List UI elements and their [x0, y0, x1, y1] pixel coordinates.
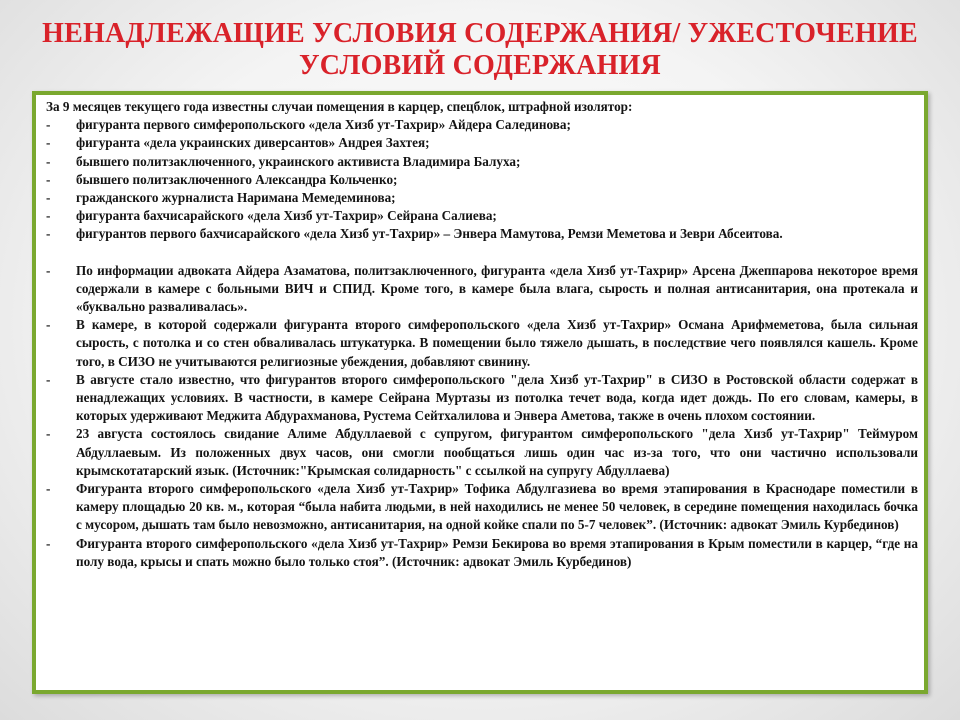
list-item-text: 23 августа состоялось свидание Алиме Абдуллаевой с супругом, фигурантом симферопольского "дела Хизб ут-Тахрир" Теймуром Абдуллаевым. Из положенных двух часов, они смогли пообщаться лишь один час из-за того, что они частично использовали крымскотатарский язык. (Источник:"Крымская солидарность" с ссылкой на супругу Абдуллаева): [76, 426, 918, 478]
list-bullet: -: [46, 135, 51, 151]
list-item-text: В камере, в которой содержали фигуранта второго симферопольского «дела Хизб ут-Тахрир» Османа Арифмеметова, была сильная сырость, с потолка и со стен обваливалась штукатурка. В помещении было тяжело дышать, в последствие чего появлялся кашель. Кроме того, в СИЗО не учитываются религиозные убеждения, добавляют свинину.: [76, 317, 918, 369]
list-bullet: -: [46, 371, 51, 387]
list-bullet: -: [46, 171, 51, 187]
list-item: [46, 116, 918, 134]
list-item-text: фигуранта бахчисарайского «дела Хизб ут-Тахрир» Сейрана Салиева;: [76, 208, 497, 224]
list-item-text: В августе стало известно, что фигурантов второго симферопольского "дела Хизб ут-Тахрир" в СИЗО в Ростовской области содержат в ненадлежащих условиях. В частности, в камере Сейрана Муртазы из потолка течет вода, когда идет дождь. По его словам, камеры, в которых удерживают Меджита Абдурахманова, Рустема Сейтхалилова и Энвера Аметова, также в очень плохом состоянии.: [76, 371, 918, 424]
slide-title-line-2: УСЛОВИЙ СОДЕРЖАНИЯ: [299, 50, 661, 81]
list-item: [46, 153, 918, 171]
list-item-text: бывшего политзаключенного Александра Кольченко;: [76, 171, 398, 187]
list-bullet: -: [46, 190, 51, 206]
list-item-text: Фигуранта второго симферопольского «дела Хизб ут-Тахрир» Ремзи Бекирова во время этапирования в Крым поместили в карцер, “где на полу вода, крысы и спать можно было только стоя”. (Источник: адвокат Эмиль Курбединов): [76, 535, 918, 569]
list-item: [46, 189, 918, 207]
list-item: [46, 480, 918, 535]
list-item-text: фигуранта первого симферопольского «дела Хизб ут-Тахрир» Айдера Салединова;: [76, 117, 571, 133]
list-item: [46, 225, 918, 243]
list-bullet: -: [46, 481, 51, 497]
list-item-text: фигурантов первого бахчисарайского «дела Хизб ут-Тахрир» – Энвера Мамутова, Ремзи Меметова и Зеври Абсеитова.: [76, 226, 783, 242]
list-bullet: -: [46, 535, 51, 551]
list-bullet: -: [46, 153, 51, 169]
list-item: [46, 207, 918, 225]
content-panel: [32, 91, 928, 694]
intro-paragraph: За 9 месяцев текущего года известны случаи помещения в карцер, спецблок, штрафной изолятор:: [46, 99, 633, 114]
slide-title: [20, 18, 940, 82]
conditions-list: [46, 262, 918, 571]
list-item-text: бывшего политзаключенного, украинского активиста Владимира Балуха;: [76, 153, 521, 169]
list-bullet: -: [46, 426, 51, 442]
paragraph-gap: [46, 244, 918, 262]
list-item-text: По информации адвоката Айдера Азаматова, политзаключенного, фигуранта «дела Хизб ут-Тахрир» Арсена Джеппарова некоторое время содержали в камере с больными ВИЧ и СПИД. Кроме того, в камере была влага, сырость и полная антисанитария, она протекала и «буквально разваливалась».: [76, 262, 918, 315]
list-item-text: гражданского журналиста Наримана Мемедеминова;: [76, 190, 396, 206]
list-item-text: фигуранта «дела украинских диверсантов» Андрея Захтея;: [76, 135, 430, 151]
list-item: [46, 316, 918, 371]
slide-title-line-1: НЕНАДЛЕЖАЩИЕ УСЛОВИЯ СОДЕРЖАНИЯ/ УЖЕСТОЧЕНИЕ: [42, 18, 918, 49]
list-item: [46, 171, 918, 189]
list-item: [46, 134, 918, 152]
list-bullet: -: [46, 226, 51, 242]
list-bullet: -: [46, 208, 51, 224]
list-bullet: -: [46, 317, 51, 333]
list-item-text: Фигуранта второго симферопольского «дела Хизб ут-Тахрир» Тофика Абдулгазиева во время этапирования в Краснодаре поместили в камеру площадью 20 кв. м., которая “была набита людьми, в ней находились не менее 50 человек, в середине помещения находилась бочка с мусором, дышать там было невозможно, антисанитария, на одной койке спали по 5-7 человек”. (Источник: адвокат Эмиль Курбединов): [76, 481, 918, 533]
content-text: [46, 98, 918, 571]
list-item: [46, 262, 918, 317]
list-bullet: -: [46, 117, 51, 133]
list-item: [46, 371, 918, 426]
list-bullet: -: [46, 262, 51, 278]
list-item: [46, 535, 918, 571]
confinement-list: [46, 116, 918, 243]
list-item: [46, 425, 918, 480]
